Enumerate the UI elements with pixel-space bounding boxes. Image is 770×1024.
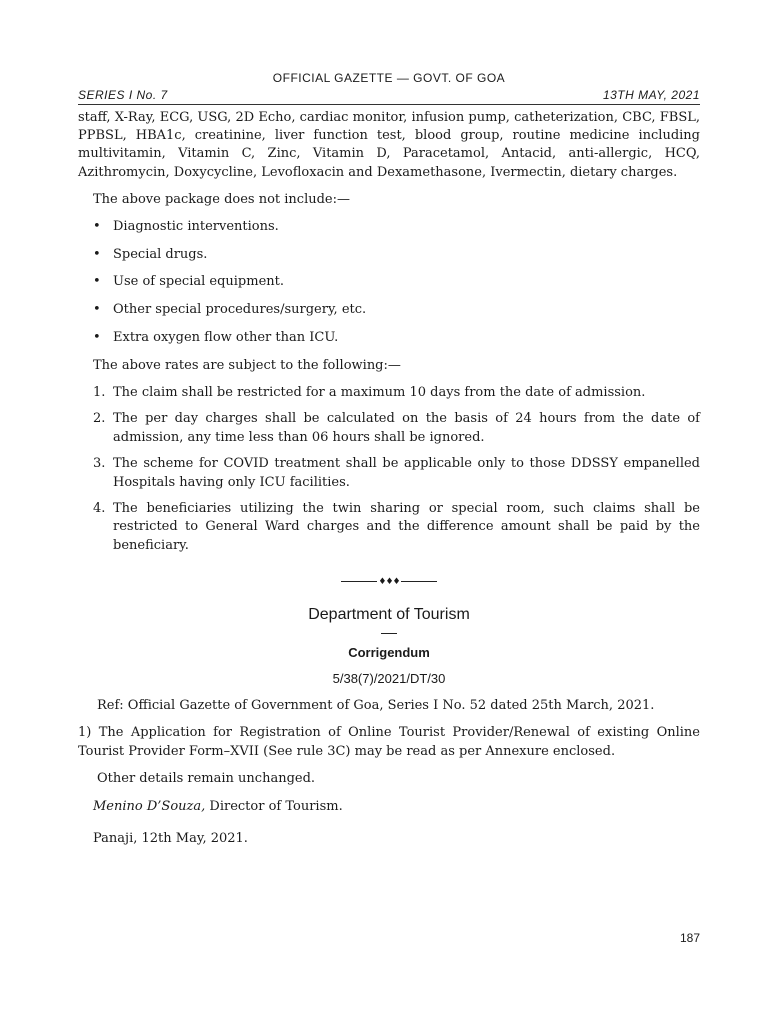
series-number: SERIES I No. 7 (78, 88, 168, 102)
corrigendum-item: 1) The Application for Registration of Online Tourist Provider/Renewal of existing Online Tourist Provider Form–XVII (See rule 3C) may be read as per Annexure enclosed. (78, 725, 700, 759)
signatory-name: Menino D’Souza, (93, 799, 206, 815)
bullet-icon: • (93, 274, 101, 290)
signatory (93, 798, 700, 816)
list-item: 4. The beneficiaries utilizing the twin sharing or special room, such claims shall be restricted to General Ward charges and the difference amount shall be paid by the beneficiary. (93, 501, 700, 553)
conditions-intro: The above rates are subject to the following:— (93, 357, 401, 373)
reference-number: 5/38(7)/2021/DT/30 (332, 671, 446, 687)
exclusions-list (78, 218, 700, 347)
bullet-icon: • (93, 302, 101, 318)
reference-line: Ref: Official Gazette of Government of Goa, Series I No. 52 dated 25th March, 2021. (97, 698, 655, 714)
header-rule (78, 104, 700, 105)
place-date: Panaji, 12th May, 2021. (93, 831, 248, 847)
other-details-line: Other details remain unchanged. (97, 770, 316, 786)
list-item: 3. The scheme for COVID treatment shall be applicable only to those DDSSY empanelled Hospitals having only ICU facilities. (93, 456, 700, 490)
list-item: 1. The claim shall be restricted for a maximum 10 days from the date of admission. (93, 384, 646, 400)
package-inclusions-text: staff, X-Ray, ECG, USG, 2D Echo, cardiac monitor, infusion pump, catheterization, CBC, FBSL, PPBSL, HBA1c, creatinine, liver function test, blood group, routine medicine including multivitamin, Vitamin C, Zinc, Vitamin D, Paracetamol, Antacid, anti-allergic, HCQ, Azithromycin, Doxycycline, Levofloxacin and Dexamethasone, Ivermectin, dietary charges. (78, 110, 700, 180)
list-item: • Extra oxygen flow other than ICU. (93, 329, 700, 347)
list-item: • Use of special equipment. (93, 273, 700, 291)
issue-date: 13TH MAY, 2021 (602, 88, 700, 102)
page-body (78, 109, 700, 848)
list-item: 2. The per day charges shall be calculated on the basis of 24 hours from the date of admission, any time less than 06 hours shall be ignored. (93, 411, 700, 445)
running-title: OFFICIAL GAZETTE — GOVT. OF GOA (272, 71, 506, 85)
list-item: • Diagnostic interventions. (93, 218, 700, 236)
page-number: 187 (679, 931, 700, 945)
diamond-ornament-icon: ♦♦♦ (378, 576, 400, 587)
list-item: • Other special procedures/surgery, etc. (93, 301, 700, 319)
list-item: • Special drugs. (93, 246, 700, 264)
department-heading: Department of Tourism (308, 605, 470, 623)
notice-title: Corrigendum (348, 644, 430, 660)
exclusions-intro: The above package does not include:— (93, 191, 351, 207)
conditions-list (78, 384, 700, 555)
gazette-page (78, 0, 700, 1024)
heading-divider (381, 633, 397, 634)
bullet-icon: • (93, 246, 101, 262)
bullet-icon: • (93, 329, 101, 345)
signatory-title: Director of Tourism. (209, 799, 343, 815)
bullet-icon: • (93, 219, 101, 235)
section-separator (78, 573, 700, 585)
